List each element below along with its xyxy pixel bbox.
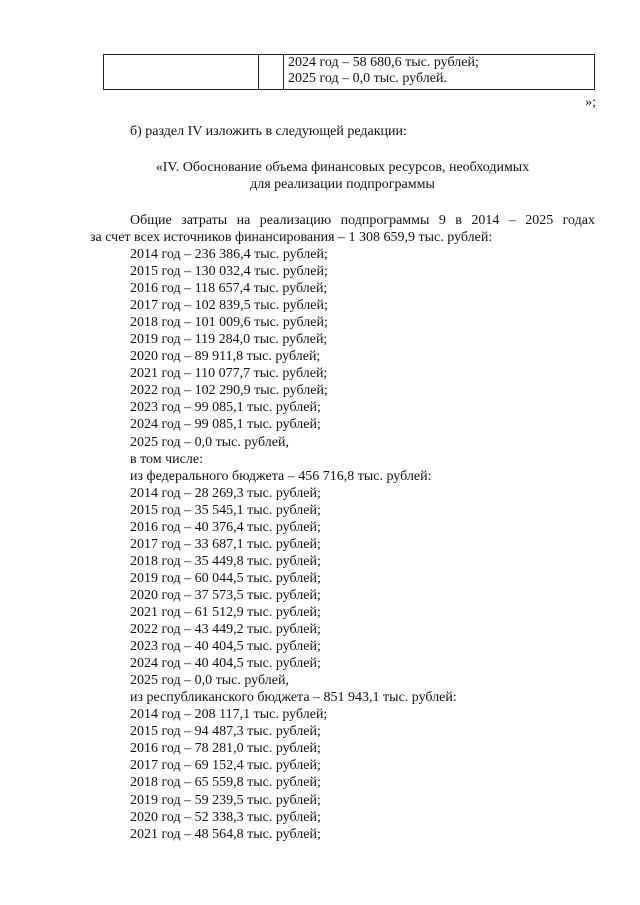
list-item: 2020 год – 89 911,8 тыс. рублей; [130, 349, 321, 365]
list-item: 2014 год – 236 386,4 тыс. рублей; [130, 247, 328, 262]
list-item: 2020 год – 52 338,3 тыс. рублей; [130, 809, 321, 825]
list-item: 2015 год – 35 545,1 тыс. рублей; [130, 502, 321, 518]
intro-paragraph [90, 212, 595, 246]
table-row [104, 55, 595, 90]
continuation-table [103, 54, 595, 90]
list-item: 2019 год – 119 284,0 тыс. рублей; [130, 332, 328, 348]
funding-list [130, 246, 457, 843]
list-item: в том числе: [130, 451, 203, 467]
list-item: 2018 год – 101 009,6 тыс. рублей; [130, 315, 328, 331]
list-item: 2023 год – 40 404,5 тыс. рублей; [130, 639, 321, 655]
list-item: 2017 год – 33 687,1 тыс. рублей; [130, 536, 321, 552]
section-b-instruction: б) раздел IV изложить в следующей редакции: [130, 124, 407, 139]
section-heading-line-1: «IV. Обоснование объема финансовых ресурсов, необходимых [155, 160, 530, 175]
list-item: 2015 год – 94 487,3 тыс. рублей; [130, 724, 321, 740]
list-item: 2017 год – 102 839,5 тыс. рублей; [130, 298, 328, 314]
list-item: 2021 год – 110 077,7 тыс. рублей; [130, 366, 328, 382]
list-item: 2017 год – 69 152,4 тыс. рублей; [130, 758, 321, 774]
list-item: 2019 год – 60 044,5 тыс. рублей; [130, 570, 321, 586]
table-cell-funding [284, 55, 595, 90]
list-item: 2024 год – 99 085,1 тыс. рублей; [130, 417, 321, 433]
list-item: 2023 год – 99 085,1 тыс. рублей; [130, 400, 321, 416]
table-cell-empty [104, 55, 259, 90]
list-item: 2025 год – 0,0 тыс. рублей, [130, 434, 289, 450]
intro-line-1: Общие затраты на реализацию подпрограммы 9 в 2014 – 2025 годах [130, 213, 595, 228]
list-item: 2019 год – 59 239,5 тыс. рублей; [130, 792, 321, 808]
intro-line-2: за счет всех источников финансирования – 1 308 659,9 тыс. рублей: [90, 230, 493, 245]
list-item: 2021 год – 61 512,9 тыс. рублей; [130, 604, 321, 620]
section-heading-line-2: для реализации подпрограммы [250, 177, 435, 192]
list-item: 2014 год – 28 269,3 тыс. рублей; [130, 485, 321, 501]
table-line: 2024 год – 58 680,6 тыс. рублей; [288, 55, 479, 70]
list-item: 2021 год – 48 564,8 тыс. рублей; [130, 826, 321, 842]
list-item: 2018 год – 65 559,8 тыс. рублей; [130, 775, 321, 791]
list-item: 2014 год – 208 117,1 тыс. рублей; [130, 707, 328, 723]
list-item: 2022 год – 43 449,2 тыс. рублей; [130, 622, 321, 638]
table-line: 2025 год – 0,0 тыс. рублей. [288, 71, 447, 86]
list-item: 2020 год – 37 573,5 тыс. рублей; [130, 587, 321, 603]
list-item: 2016 год – 78 281,0 тыс. рублей; [130, 741, 321, 757]
list-item: 2018 год – 35 449,8 тыс. рублей; [130, 553, 321, 569]
table-cell-empty [259, 55, 284, 90]
list-item: 2025 год – 0,0 тыс. рублей, [130, 673, 289, 689]
list-item: из республиканского бюджета – 851 943,1 тыс. рублей: [130, 690, 457, 706]
list-item: 2016 год – 118 657,4 тыс. рублей; [130, 281, 328, 297]
list-item: 2016 год – 40 376,4 тыс. рублей; [130, 519, 321, 535]
list-item: 2022 год – 102 290,9 тыс. рублей; [130, 383, 328, 399]
list-item: 2015 год – 130 032,4 тыс. рублей; [130, 264, 328, 280]
closing-quote: »; [585, 95, 596, 110]
list-item: 2024 год – 40 404,5 тыс. рублей; [130, 656, 321, 672]
list-item: из федерального бюджета – 456 716,8 тыс. рублей: [130, 468, 432, 484]
